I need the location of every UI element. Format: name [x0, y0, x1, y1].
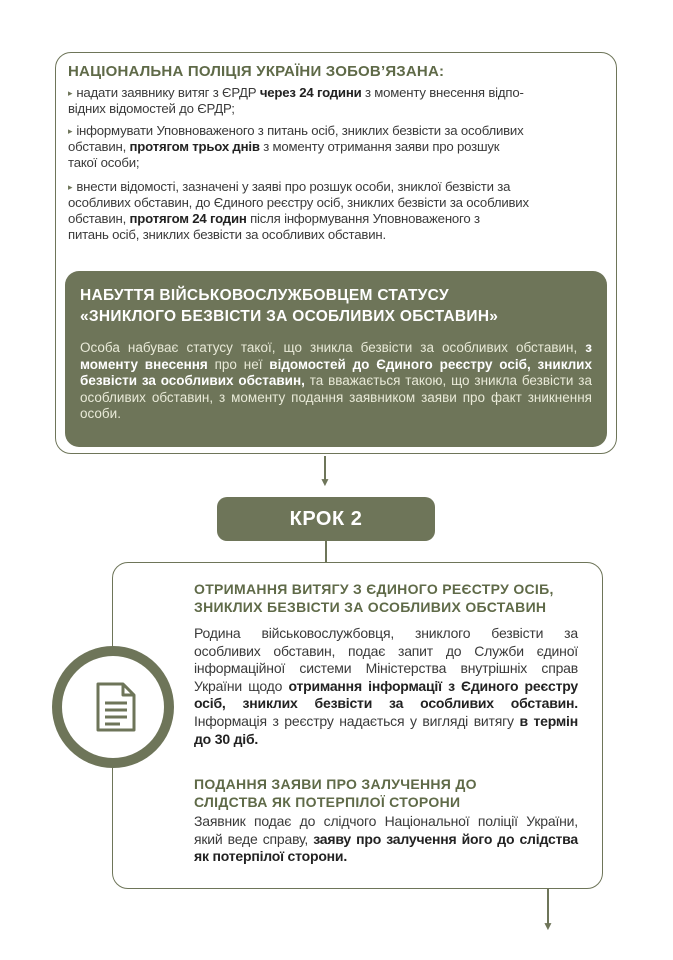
obligation-item-2: ▸ інформувати Уповноваженого з питань осіб, зниклих безвісти за особливих обставин, протягом трьох днів з моменту отримання заяви про розшук такої особи; [68, 123, 524, 170]
arrow-down-icon: ▼ [319, 475, 331, 489]
section2-body: Заявник подає до слідчого Національної поліції України, який веде справу, заяву про залучення його до слідства як потерпілої сторони. [194, 813, 578, 865]
obligations-title: НАЦІОНАЛЬНА ПОЛІЦІЯ УКРАЇНИ ЗОБОВ’ЯЗАНА: [68, 63, 445, 80]
arrow-down-icon: ▼ [542, 919, 554, 933]
connector-line [325, 541, 327, 563]
document-icon-badge [52, 646, 174, 768]
section2-title: ПОДАННЯ ЗАЯВИ ПРО ЗАЛУЧЕННЯ ДО СЛІДСТВА ЯК ПОТЕРПІЛОЇ СТОРОНИ [194, 776, 477, 810]
police-obligations-box [55, 52, 617, 454]
step-badge: КРОК 2 [217, 497, 435, 541]
section1-body: Родина військовослужбовця, зниклого безвісти за особливих обставин, подає запит до Служби єдиної інформаційної системи Міністерства внутрішніх справ України щодо отримання інформації з Єдиного реєстру осіб, зниклих безвісти за особливих обставин. Інформація з реєстру надається у вигляді витягу в термін до 30 діб. [194, 625, 579, 747]
obligation-item-3: ▸ внести відомості, зазначені у заяві про розшук особи, зниклої безвісти за особливих обставин, до Єдиного реєстру осіб, зниклих безвісти за особливих обставин, протягом 24 годин після інформування Уповноваженого з питань осіб, зниклих безвісти за особливих обставин. [68, 179, 529, 242]
obligation-item-1: ▸ надати заявнику витяг з ЄРДР через 24 години з моменту внесення відпо- відних відомостей до ЄРДР; [68, 85, 524, 116]
triangle-bullet-icon: ▸ [68, 126, 73, 136]
status-panel [65, 271, 607, 447]
triangle-bullet-icon: ▸ [68, 88, 73, 98]
status-panel-title: НАБУТТЯ ВІЙСЬКОВОСЛУЖБОВЦЕМ СТАТУСУ «ЗНИКЛОГО БЕЗВІСТИ ЗА ОСОБЛИВИХ ОБСТАВИН» [80, 287, 499, 325]
status-panel-body: Особа набуває статусу такої, що зникла безвісти за особливих обставин, з моменту внесення про неї відомостей до Єдиного реєстру осіб, зниклих безвісти за особливих обставин, та вважається такою, що зникла безвісти за особливих обставин, з моменту подання заявником заяви про факт зникнення особи. [80, 340, 592, 422]
section1-title: ОТРИМАННЯ ВИТЯГУ З ЄДИНОГО РЕЄСТРУ ОСІБ, ЗНИКЛИХ БЕЗВІСТИ ЗА ОСОБЛИВИХ ОБСТАВИН [194, 581, 554, 615]
document-icon [96, 682, 136, 732]
triangle-bullet-icon: ▸ [68, 182, 73, 192]
